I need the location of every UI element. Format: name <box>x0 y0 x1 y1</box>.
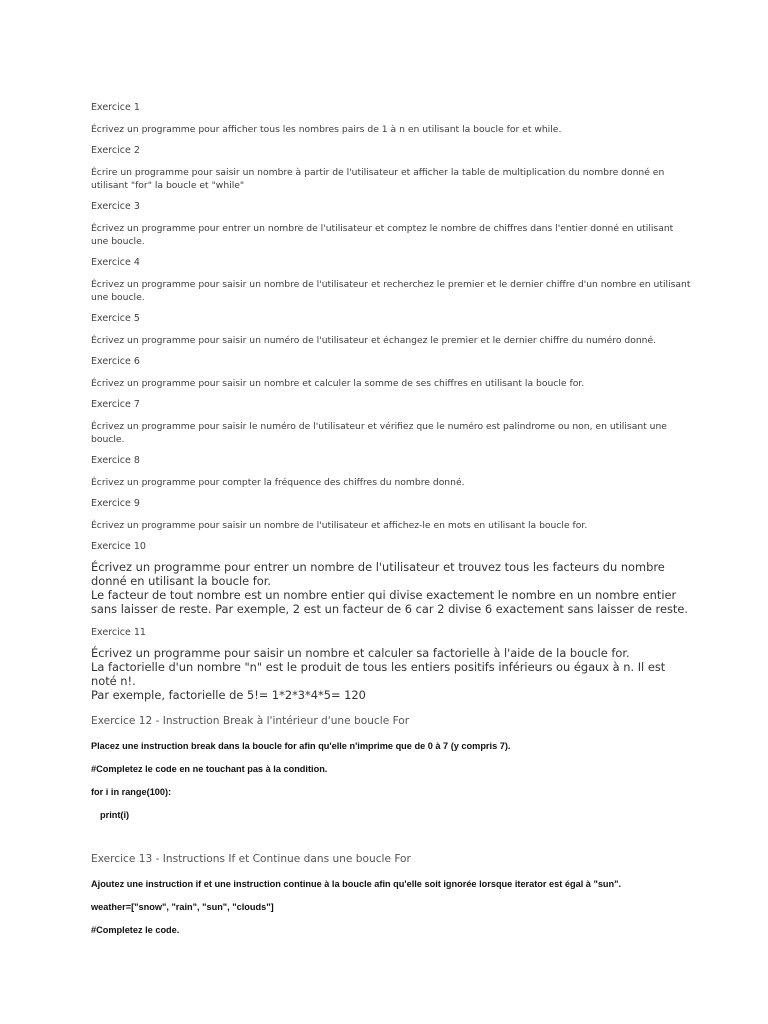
exercise-text: Écrivez un programme pour saisir le numéro de l'utilisateur et vérifiez que le numéro est palindrome ou non, en utilisant une boucle. <box>91 421 667 445</box>
exercise-text: Écrivez un programme pour entrer un nombre de l'utilisateur et comptez le nombre de chiffres dans l'entier donné en utilisant une boucle. <box>91 223 674 247</box>
exercise-heading: Exercice 5 <box>91 313 140 324</box>
exercise-heading: Exercice 13 - Instructions If et Continue dans une boucle For <box>91 853 411 865</box>
exercise-text: Écrivez un programme pour saisir un nombre et calculer sa factorielle à l'aide de la boucle for. <box>91 646 630 660</box>
exercise-4 <box>91 256 691 304</box>
exercise-heading: Exercice 10 <box>91 541 146 552</box>
exercise-9 <box>91 497 691 532</box>
exercise-heading: Exercice 6 <box>91 356 140 367</box>
exercise-text: Écrivez un programme pour afficher tous les nombres pairs de 1 à n en utilisant la boucle for et while. <box>91 124 562 135</box>
code-line: weather=["snow", "rain", "sun", "clouds"] <box>91 902 274 912</box>
exercise-text: Écrire un programme pour saisir un nombre à partir de l'utilisateur et afficher la table de multiplication du nombre donné en utilisant "for" la boucle et "while" <box>91 167 665 191</box>
exercise-explanation: La factorielle d'un nombre "n" est le produit de tous les entiers positifs inférieurs ou égaux à n. Il est noté n!. <box>91 660 666 688</box>
exercise-heading: Exercice 7 <box>91 399 140 410</box>
exercise-6 <box>91 355 691 390</box>
code-comment: #Completez le code en ne touchant pas à la condition. <box>91 764 328 774</box>
exercise-text: Écrivez un programme pour saisir un nombre de l'utilisateur et affichez-le en mots en utilisant la boucle for. <box>91 520 588 531</box>
exercise-heading: Exercice 1 <box>91 102 140 113</box>
exercise-13 <box>91 852 691 937</box>
exercise-5 <box>91 312 691 347</box>
exercise-heading: Exercice 11 <box>91 627 146 638</box>
exercise-heading: Exercice 12 - Instruction Break à l'intérieur d'une boucle For <box>91 715 410 727</box>
exercise-11 <box>91 626 691 702</box>
exercise-heading: Exercice 2 <box>91 145 140 156</box>
exercise-example: Par exemple, factorielle de 5!= 1*2*3*4*5= 120 <box>91 688 366 702</box>
exercise-1 <box>91 101 691 136</box>
exercise-instruction: Ajoutez une instruction if et une instruction continue à la boucle afin qu'elle soit ignorée lorsque iterator est égal à "sun". <box>91 879 622 889</box>
exercise-heading: Exercice 9 <box>91 498 140 509</box>
exercise-2 <box>91 144 691 192</box>
exercise-text: Écrivez un programme pour saisir un nombre de l'utilisateur et recherchez le premier et le dernier chiffre d'un nombre en utilisant une boucle. <box>91 279 691 303</box>
code-line: for i in range(100): <box>91 787 172 797</box>
exercise-instruction: Placez une instruction break dans la boucle for afin qu'elle n'imprime que de 0 à 7 (y compris 7). <box>91 741 511 751</box>
exercise-heading: Exercice 8 <box>91 455 140 466</box>
code-line: print(i) <box>100 810 130 820</box>
exercise-heading: Exercice 4 <box>91 257 140 268</box>
code-comment: #Completez le code. <box>91 925 180 935</box>
exercise-3 <box>91 200 691 248</box>
exercise-heading: Exercice 3 <box>91 201 140 212</box>
exercise-text: Écrivez un programme pour entrer un nombre de l'utilisateur et trouvez tous les facteurs du nombre donné en utilisant la boucle for. <box>91 560 665 588</box>
document-page <box>91 101 691 937</box>
exercise-text: Écrivez un programme pour saisir un numéro de l'utilisateur et échangez le premier et le dernier chiffre du numéro donné. <box>91 335 657 346</box>
exercise-text: Écrivez un programme pour compter la fréquence des chiffres du nombre donné. <box>91 477 465 488</box>
exercise-10 <box>91 540 691 616</box>
exercise-explanation: Le facteur de tout nombre est un nombre entier qui divise exactement le nombre en un nombre entier sans laisser de reste. Par exemple, 2 est un facteur de 6 car 2 divise 6 exactement sans laisser de reste. <box>91 588 688 616</box>
exercise-7 <box>91 398 691 446</box>
exercise-8 <box>91 454 691 489</box>
exercise-text: Écrivez un programme pour saisir un nombre et calculer la somme de ses chiffres en utilisant la boucle for. <box>91 378 585 389</box>
exercise-12 <box>91 714 691 822</box>
